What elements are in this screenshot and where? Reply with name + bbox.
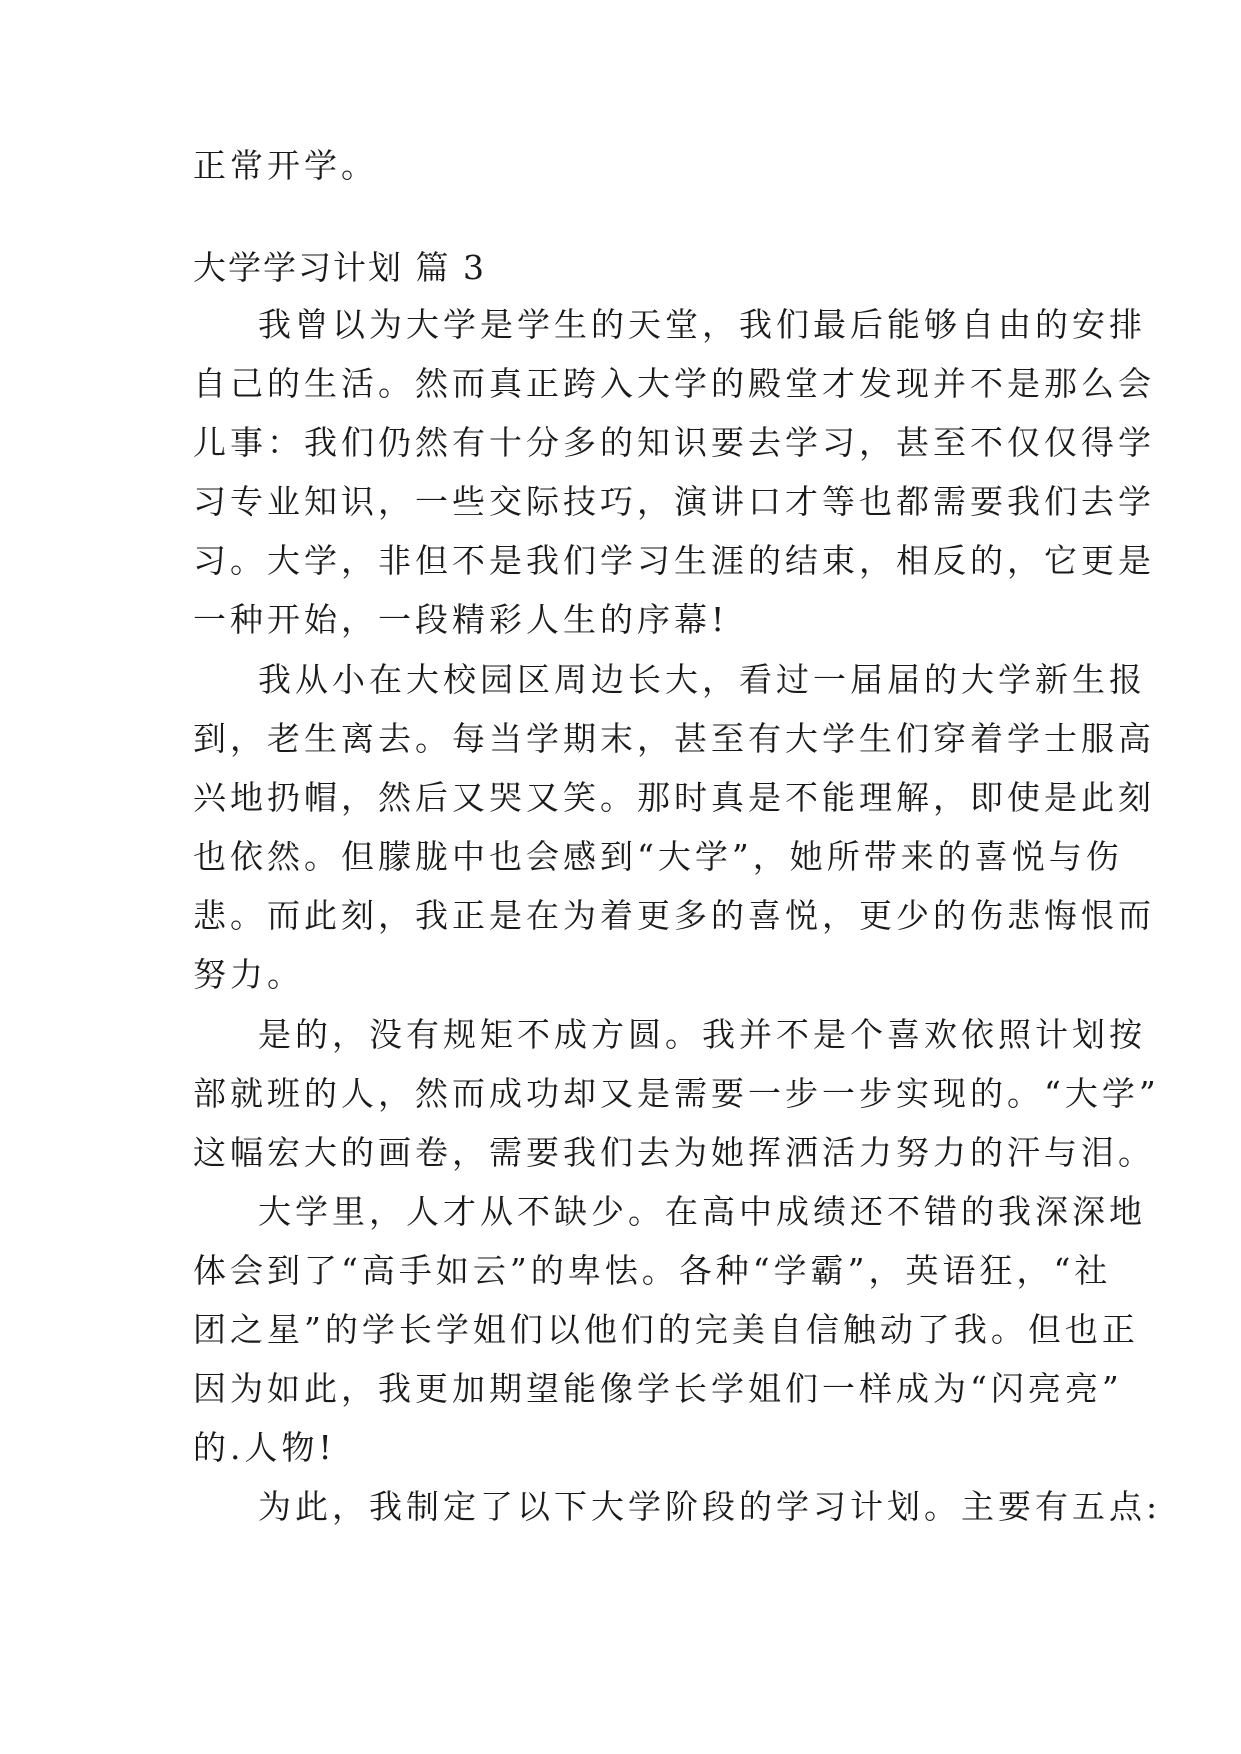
paragraph-line: 自己的生活。然而真正跨入大学的殿堂才发现并不是那么会	[193, 364, 1155, 403]
paragraph-line: 也依然。但朦胧中也会感到“大学”，她所带来的喜悦与伤	[193, 837, 1123, 876]
paragraph-line: 为此，我制定了以下大学阶段的学习计划。主要有五点:	[258, 1487, 1162, 1526]
paragraph-line: 因为如此，我更加期望能像学长学姐们一样成为“闪亮亮”	[193, 1369, 1123, 1408]
paragraph-line: 我从小在大校园区周边长大，看过一届届的大学新生报	[258, 660, 1146, 699]
paragraph-line: 习。大学，非但不是我们学习生涯的结束，相反的，它更是	[193, 541, 1155, 580]
paragraph-line: 团之星”的学长学姐们以他们的完美自信触动了我。但也正	[193, 1310, 1139, 1349]
paragraph-line: 习专业知识，一些交际技巧，演讲口才等也都需要我们去学	[193, 482, 1155, 521]
paragraph-line: 我曾以为大学是学生的天堂，我们最后能够自由的安排	[258, 305, 1146, 344]
paragraph-line: 悲。而此刻，我正是在为着更多的喜悦，更少的伤悲悔恨而	[193, 896, 1155, 935]
paragraph-line: 兴地扔帽，然后又哭又笑。那时真是不能理解，即使是此刻	[193, 778, 1155, 817]
paragraph-line: 体会到了“高手如云”的卑怯。各种“学霸”，英语狂，“社	[193, 1251, 1112, 1290]
paragraph-line: 是的，没有规矩不成方圆。我并不是个喜欢依照计划按	[258, 1015, 1146, 1054]
paragraph-line: 的.人物!	[193, 1428, 336, 1467]
section-title: 大学学习计划 篇 3	[193, 248, 486, 287]
previous-section-tail: 正常开学。	[193, 146, 378, 185]
paragraph-line: 这幅宏大的画卷，需要我们去为她挥洒活力努力的汗与泪。	[193, 1133, 1155, 1172]
paragraph-line: 大学里，人才从不缺少。在高中成绩还不错的我深深地	[258, 1192, 1146, 1231]
paragraph-line: 努力。	[193, 955, 304, 994]
paragraph-line: 儿事：我们仍然有十分多的知识要去学习，甚至不仅仅得学	[193, 423, 1155, 462]
paragraph-line: 一种开始，一段精彩人生的序幕!	[193, 600, 729, 639]
paragraph-line: 到，老生离去。每当学期末，甚至有大学生们穿着学士服高	[193, 719, 1155, 758]
paragraph-line: 部就班的人，然而成功却又是需要一步一步实现的。“大学”	[193, 1074, 1160, 1113]
